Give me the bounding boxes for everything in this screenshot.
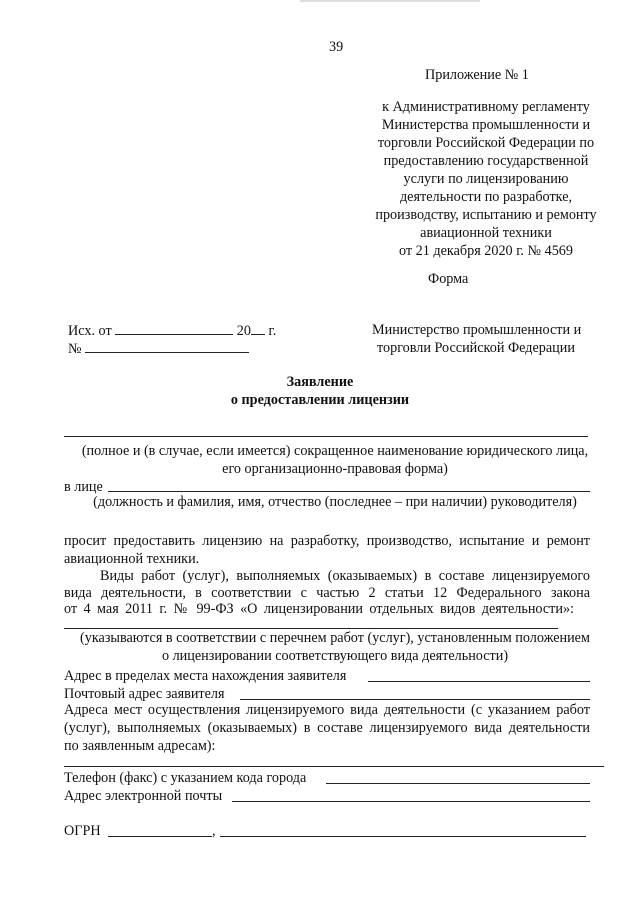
person-hint: (должность и фамилия, имя, отчество (последнее – при наличии) руководителя): [93, 494, 577, 510]
postal-address-field[interactable]: [240, 699, 590, 700]
works-text-line-1: Виды работ (услуг), выполняемых (оказываемых) в составе лицензируемого: [100, 568, 590, 584]
scan-edge-mark: [300, 0, 480, 2]
appendix-reference-block: [355, 98, 617, 260]
legal-address-field[interactable]: [368, 681, 590, 682]
appendix-line: авиационной техники: [420, 225, 552, 241]
hint-line: (полное и (в случае, если имеется) сокращенное наименование юридического лица,: [81, 443, 589, 459]
email-label: Адрес электронной почты: [64, 788, 223, 804]
appendix-line: услуги по лицензированию: [403, 171, 569, 187]
heading-line-2: о предоставлении лицензии: [230, 392, 410, 408]
applicant-name-field[interactable]: [64, 436, 588, 437]
email-field[interactable]: [232, 801, 590, 802]
outgoing-year-field[interactable]: [251, 321, 265, 335]
appendix-line: деятельности по разработке,: [399, 189, 573, 205]
form-label: Форма: [428, 271, 469, 287]
legal-address-label: Адрес в пределах места нахождения заявителя: [64, 668, 347, 684]
activity-addresses-field[interactable]: [64, 766, 604, 767]
works-text-line-2: вида деятельности, в соответствии с частью 2 статьи 12 Федерального закона: [64, 585, 590, 601]
page-number: 39: [329, 39, 344, 55]
outgoing-ref-label: Исх. от: [68, 323, 112, 339]
hint-line: его организационно-правовая форма): [222, 461, 448, 477]
appendix-line: Министерства промышленности и: [381, 117, 591, 133]
activity-addresses-line-1: Адреса мест осуществления лицензируемого вида деятельности (с указанием работ: [64, 702, 590, 718]
hint-line: о лицензировании соответствующего вида деятельности): [161, 648, 509, 664]
appendix-line: предоставлению государственной: [383, 153, 589, 169]
appendix-line: к Административному регламенту: [382, 99, 590, 115]
phone-field[interactable]: [326, 783, 590, 784]
ogrn-number-field[interactable]: [220, 836, 586, 837]
ogrn-date-field[interactable]: [108, 836, 212, 837]
phone-label: Телефон (факс) с указанием кода города: [64, 770, 307, 786]
request-text-line-1: просит предоставить лицензию на разработку, производство, испытание и ремонт: [64, 533, 590, 549]
activity-addresses-line-2: (услуг), выполняемых (оказываемых) в составе лицензируемого вида деятельности: [64, 720, 590, 736]
applicant-name-hint: [50, 442, 620, 478]
works-text-line-3: от 4 мая 2011 г. № 99-ФЗ «О лицензировании отдельных видов деятельности»:: [64, 601, 574, 617]
outgoing-year-suffix: г.: [268, 323, 277, 339]
in-person-field[interactable]: [108, 491, 590, 492]
hint-line: (указываются в соответствии с перечнем работ (услуг), установленным положением: [80, 630, 590, 646]
outgoing-number-row: [68, 339, 249, 358]
ogrn-separator: ,: [212, 823, 216, 839]
recipient-line-2: торговли Российской Федерации: [377, 340, 575, 356]
in-person-label: в лице: [64, 479, 103, 495]
appendix-title: Приложение № 1: [425, 67, 529, 83]
ogrn-label: ОГРН: [64, 823, 101, 839]
outgoing-number-label: №: [68, 341, 82, 357]
outgoing-date-row: [68, 321, 276, 340]
appendix-line: производству, испытанию и ремонту: [375, 207, 597, 223]
appendix-line: торговли Российской Федерации по: [377, 135, 595, 151]
outgoing-date-field[interactable]: [115, 321, 233, 335]
recipient-line-1: Министерство промышленности и: [372, 322, 582, 338]
request-text-line-2: авиационной техники.: [64, 551, 200, 567]
outgoing-number-field[interactable]: [85, 339, 249, 353]
postal-address-label: Почтовый адрес заявителя: [64, 686, 225, 702]
activity-addresses-line-3: по заявленным адресам):: [64, 738, 216, 754]
works-hint: [50, 629, 620, 665]
outgoing-year-prefix: 20: [236, 323, 251, 339]
document-heading: [170, 373, 470, 409]
heading-line-1: Заявление: [286, 374, 354, 390]
appendix-line: от 21 декабря 2020 г. № 4569: [399, 243, 573, 259]
